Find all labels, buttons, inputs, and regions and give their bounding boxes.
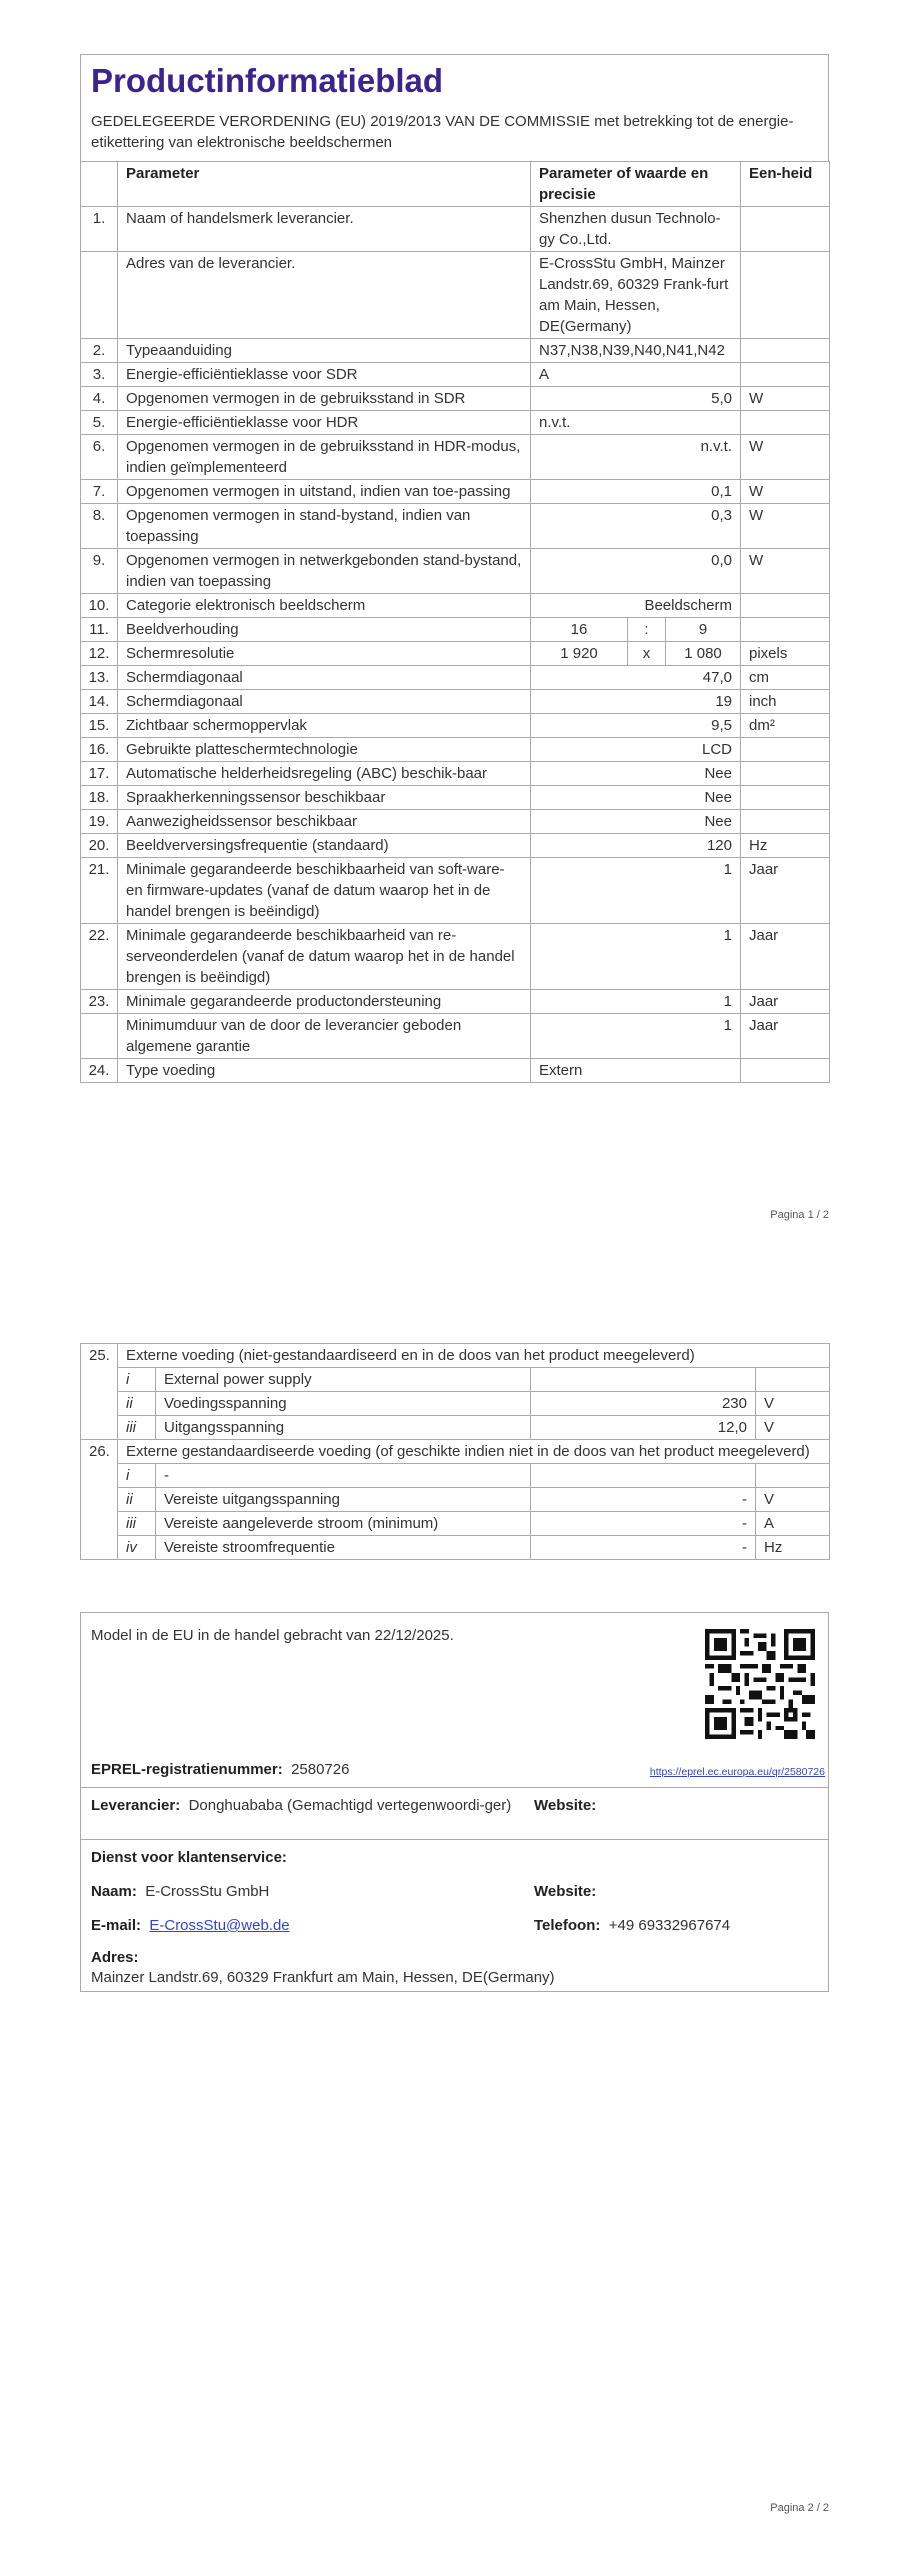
row-unit	[741, 411, 830, 435]
table-row	[81, 858, 830, 924]
sub-row	[81, 1392, 830, 1416]
row-parameter: Schermresolutie	[118, 642, 531, 666]
table-row	[81, 834, 830, 858]
row-unit	[741, 339, 830, 363]
email-link[interactable]: E-CrossStu@web.de	[149, 1917, 290, 1934]
row-value: n.v.t.	[531, 435, 741, 480]
row-number: 11.	[81, 618, 118, 642]
table-row	[81, 666, 830, 690]
row-number: 17.	[81, 762, 118, 786]
row-parameter: Opgenomen vermogen in uitstand, indien van toe-passing	[118, 480, 531, 504]
row-unit: cm	[741, 666, 830, 690]
sub-row-label: Voedingsspanning	[156, 1392, 531, 1416]
row-value: A	[531, 363, 741, 387]
supplier-label: Leverancier:	[91, 1797, 181, 1814]
row-number: 2.	[81, 339, 118, 363]
row-unit	[741, 618, 830, 642]
sub-row-label: -	[156, 1464, 531, 1488]
table-row	[81, 762, 830, 786]
sub-row-index: i	[118, 1368, 156, 1392]
row-parameter: Opgenomen vermogen in de gebruiksstand in SDR	[118, 387, 531, 411]
row-value-first: 16	[531, 618, 628, 642]
row-parameter: Schermdiagonaal	[118, 666, 531, 690]
row-unit	[741, 810, 830, 834]
sub-row-unit	[756, 1464, 830, 1488]
row-value: 1	[531, 924, 741, 990]
eprel-number	[91, 1759, 511, 1780]
row-value: 0,3	[531, 504, 741, 549]
row-parameter: Opgenomen vermogen in stand-bystand, indien van toepassing	[118, 504, 531, 549]
row-value: Extern	[531, 1059, 741, 1083]
row-parameter: Minimale gegarandeerde beschikbaarheid van soft-ware- en firmware-updates (vanaf de datum waarop het in de handel brengen is beëindigd)	[118, 858, 531, 924]
row-value: 0,0	[531, 549, 741, 594]
row-number	[81, 252, 118, 339]
sub-row	[81, 1368, 830, 1392]
table-row	[81, 714, 830, 738]
table-row	[81, 504, 830, 549]
row-number: 9.	[81, 549, 118, 594]
product-info-table	[80, 161, 830, 1083]
row-unit: Jaar	[741, 990, 830, 1014]
sub-row-index: iv	[118, 1536, 156, 1560]
row-parameter: Beeldverversingsfrequentie (standaard)	[118, 834, 531, 858]
phone-label: Telefoon:	[534, 1917, 601, 1934]
name-label: Naam:	[91, 1883, 137, 1900]
table-row	[81, 618, 830, 642]
sub-row-index: ii	[118, 1488, 156, 1512]
table-header-row	[81, 162, 830, 207]
table-row	[81, 387, 830, 411]
row-value: 1	[531, 858, 741, 924]
row-value: E-CrossStu GmbH, Mainzer Landstr.69, 60329 Frank-furt am Main, Hessen, DE(Germany)	[531, 252, 741, 339]
row-number: 5.	[81, 411, 118, 435]
row-value: 1	[531, 1014, 741, 1059]
page-1	[80, 54, 829, 1083]
row-parameter: Opgenomen vermogen in de gebruiksstand in HDR-modus, indien geïmplementeerd	[118, 435, 531, 480]
table-row	[81, 810, 830, 834]
sub-row-unit	[756, 1368, 830, 1392]
row-number: 4.	[81, 387, 118, 411]
row-number: 6.	[81, 435, 118, 480]
row-value: 0,1	[531, 480, 741, 504]
table-row	[81, 924, 830, 990]
row-number: 13.	[81, 666, 118, 690]
row-value-second: 1 080	[666, 642, 741, 666]
row-parameter: Minimumduur van de door de leverancier geboden algemene garantie	[118, 1014, 531, 1059]
row-unit: dm²	[741, 714, 830, 738]
regulation-subtitle: GEDELEGEERDE VERORDENING (EU) 2019/2013 VAN DE COMMISSIE met betrekking tot de energie-etikettering van elektronische beeldschermen	[91, 113, 794, 151]
service-phone	[534, 1915, 824, 1936]
section-row	[81, 1440, 830, 1464]
row-parameter: Energie-efficiëntieklasse voor HDR	[118, 411, 531, 435]
row-parameter: Naam of handelsmerk leverancier.	[118, 207, 531, 252]
row-parameter: Energie-efficiëntieklasse voor SDR	[118, 363, 531, 387]
website2-label: Website:	[534, 1883, 597, 1900]
row-parameter: Automatische helderheidsregeling (ABC) beschik-baar	[118, 762, 531, 786]
eprel-value: 2580726	[291, 1761, 350, 1778]
row-value-separator: :	[628, 618, 666, 642]
table-row	[81, 990, 830, 1014]
row-parameter: Adres van de leverancier.	[118, 252, 531, 339]
row-value-first: 1 920	[531, 642, 628, 666]
sheet-header	[80, 54, 829, 161]
table-row	[81, 480, 830, 504]
service-name	[91, 1881, 511, 1902]
address-value: Mainzer Landstr.69, 60329 Frankfurt am Main, Hessen, DE(Germany)	[91, 1969, 555, 1986]
eprel-link[interactable]: https://eprel.ec.europa.eu/qr/2580726	[649, 1766, 825, 1778]
row-number	[81, 1014, 118, 1059]
row-unit	[741, 786, 830, 810]
table-row	[81, 1059, 830, 1083]
power-supply-table	[80, 1343, 830, 1560]
sub-row-index: ii	[118, 1392, 156, 1416]
name-value: E-CrossStu GmbH	[145, 1883, 270, 1900]
service-email	[91, 1915, 511, 1936]
row-unit: W	[741, 480, 830, 504]
sub-row-label: Vereiste uitgangsspanning	[156, 1488, 531, 1512]
row-number: 21.	[81, 858, 118, 924]
row-value: Nee	[531, 810, 741, 834]
row-parameter: Zichtbaar schermoppervlak	[118, 714, 531, 738]
row-unit	[741, 762, 830, 786]
row-number: 10.	[81, 594, 118, 618]
sub-row-value: -	[531, 1536, 756, 1560]
row-parameter: Schermdiagonaal	[118, 690, 531, 714]
table-row	[81, 1014, 830, 1059]
sub-row-label: Vereiste aangeleverde stroom (minimum)	[156, 1512, 531, 1536]
sub-row-unit: V	[756, 1392, 830, 1416]
table-row	[81, 594, 830, 618]
sub-row-unit: V	[756, 1416, 830, 1440]
table-row	[81, 363, 830, 387]
row-value: LCD	[531, 738, 741, 762]
table-row	[81, 411, 830, 435]
sub-row	[81, 1512, 830, 1536]
page-1-footer: Pagina 1 / 2	[770, 1209, 829, 1221]
sub-row-index: iii	[118, 1512, 156, 1536]
section-row	[81, 1344, 830, 1368]
row-unit	[741, 738, 830, 762]
row-parameter: Categorie elektronisch beeldscherm	[118, 594, 531, 618]
row-number: 16.	[81, 738, 118, 762]
section-title: Externe voeding (niet-gestandaardiseerd en in de doos van het product meegeleverd)	[118, 1344, 830, 1368]
address-label: Adres:	[91, 1949, 139, 1966]
row-number: 19.	[81, 810, 118, 834]
email-label: E-mail:	[91, 1917, 142, 1934]
row-parameter: Typeaanduiding	[118, 339, 531, 363]
page-2-power-supply	[80, 1343, 829, 1560]
row-parameter: Type voeding	[118, 1059, 531, 1083]
eprel-label: EPREL-registratienummer:	[91, 1761, 283, 1778]
row-parameter: Opgenomen vermogen in netwerkgebonden stand-bystand, indien van toepassing	[118, 549, 531, 594]
table-row	[81, 549, 830, 594]
row-number: 22.	[81, 924, 118, 990]
row-number: 23.	[81, 990, 118, 1014]
supplier-line	[91, 1795, 531, 1816]
row-value: 5,0	[531, 387, 741, 411]
sub-row	[81, 1488, 830, 1512]
table-row	[81, 435, 830, 480]
row-unit: W	[741, 387, 830, 411]
row-unit: inch	[741, 690, 830, 714]
page-2-footer: Pagina 2 / 2	[770, 2502, 829, 2514]
row-value-separator: x	[628, 642, 666, 666]
sub-row-value: 12,0	[531, 1416, 756, 1440]
row-parameter: Minimale gegarandeerde productondersteuning	[118, 990, 531, 1014]
row-unit	[741, 207, 830, 252]
header-value: Parameter of waarde en precisie	[531, 162, 741, 207]
row-number: 7.	[81, 480, 118, 504]
section-number: 25.	[81, 1344, 118, 1440]
sub-row-index: i	[118, 1464, 156, 1488]
row-value-second: 9	[666, 618, 741, 642]
section-title: Externe gestandaardiseerde voeding (of geschikte indien niet in de doos van het product meegeleverd)	[118, 1440, 830, 1464]
row-number: 15.	[81, 714, 118, 738]
row-value: 120	[531, 834, 741, 858]
sub-row-value: 230	[531, 1392, 756, 1416]
row-parameter: Gebruikte platteschermtechnologie	[118, 738, 531, 762]
row-value: N37,N38,N39,N40,N41,N42	[531, 339, 741, 363]
website-label: Website:	[534, 1797, 597, 1814]
table-row	[81, 252, 830, 339]
sub-row	[81, 1464, 830, 1488]
sub-row-unit: A	[756, 1512, 830, 1536]
sub-row-value: -	[531, 1512, 756, 1536]
table-row	[81, 738, 830, 762]
row-parameter: Spraakherkenningssensor beschikbaar	[118, 786, 531, 810]
qr-code-icon[interactable]	[705, 1629, 815, 1739]
table-row	[81, 642, 830, 666]
row-number: 24.	[81, 1059, 118, 1083]
row-number: 1.	[81, 207, 118, 252]
row-unit	[741, 363, 830, 387]
row-value: 1	[531, 990, 741, 1014]
sub-row	[81, 1536, 830, 1560]
row-unit	[741, 1059, 830, 1083]
row-number: 12.	[81, 642, 118, 666]
row-unit: Jaar	[741, 858, 830, 924]
row-unit: pixels	[741, 642, 830, 666]
row-number: 8.	[81, 504, 118, 549]
row-value: Nee	[531, 762, 741, 786]
section-number: 26.	[81, 1440, 118, 1560]
sub-row-unit: V	[756, 1488, 830, 1512]
sub-row-value	[531, 1368, 756, 1392]
row-number: 20.	[81, 834, 118, 858]
sub-row-unit: Hz	[756, 1536, 830, 1560]
header-unit: Een-heid	[741, 162, 830, 207]
sub-row-value	[531, 1464, 756, 1488]
sub-row-value: -	[531, 1488, 756, 1512]
row-unit: W	[741, 549, 830, 594]
row-unit: Jaar	[741, 924, 830, 990]
sub-row-index: iii	[118, 1416, 156, 1440]
sub-row-label: External power supply	[156, 1368, 531, 1392]
row-value: 47,0	[531, 666, 741, 690]
row-number: 14.	[81, 690, 118, 714]
row-value: Beeldscherm	[531, 594, 741, 618]
row-unit: Hz	[741, 834, 830, 858]
row-parameter: Minimale gegarandeerde beschikbaarheid van re-serveonderdelen (vanaf de datum waarop het in de handel brengen is beëindigd)	[118, 924, 531, 990]
row-unit: Jaar	[741, 1014, 830, 1059]
row-value: Nee	[531, 786, 741, 810]
supplier-info-box	[80, 1612, 829, 1992]
table-row	[81, 339, 830, 363]
row-value: n.v.t.	[531, 411, 741, 435]
page-title: Productinformatieblad	[91, 62, 444, 99]
row-unit	[741, 252, 830, 339]
sub-row	[81, 1416, 830, 1440]
sub-row-label: Uitgangsspanning	[156, 1416, 531, 1440]
table-row	[81, 207, 830, 252]
row-unit: W	[741, 435, 830, 480]
row-unit	[741, 594, 830, 618]
row-parameter: Aanwezigheidssensor beschikbaar	[118, 810, 531, 834]
table-row	[81, 690, 830, 714]
table-row	[81, 786, 830, 810]
sub-row-label: Vereiste stroomfrequentie	[156, 1536, 531, 1560]
row-number: 18.	[81, 786, 118, 810]
customer-service-label: Dienst voor klantenservice:	[91, 1849, 287, 1866]
market-date: Model in de EU in de handel gebracht van 22/12/2025.	[91, 1627, 454, 1644]
row-number: 3.	[81, 363, 118, 387]
row-value: 9,5	[531, 714, 741, 738]
header-num	[81, 162, 118, 207]
row-unit: W	[741, 504, 830, 549]
supplier-value: Donghuababa (Gemachtigd vertegenwoordi-ger)	[188, 1797, 512, 1814]
row-parameter: Beeldverhouding	[118, 618, 531, 642]
row-value: 19	[531, 690, 741, 714]
header-parameter: Parameter	[118, 162, 531, 207]
phone-value: +49 69332967674	[608, 1917, 731, 1934]
row-value: Shenzhen dusun Technolo-gy Co.,Ltd.	[531, 207, 741, 252]
